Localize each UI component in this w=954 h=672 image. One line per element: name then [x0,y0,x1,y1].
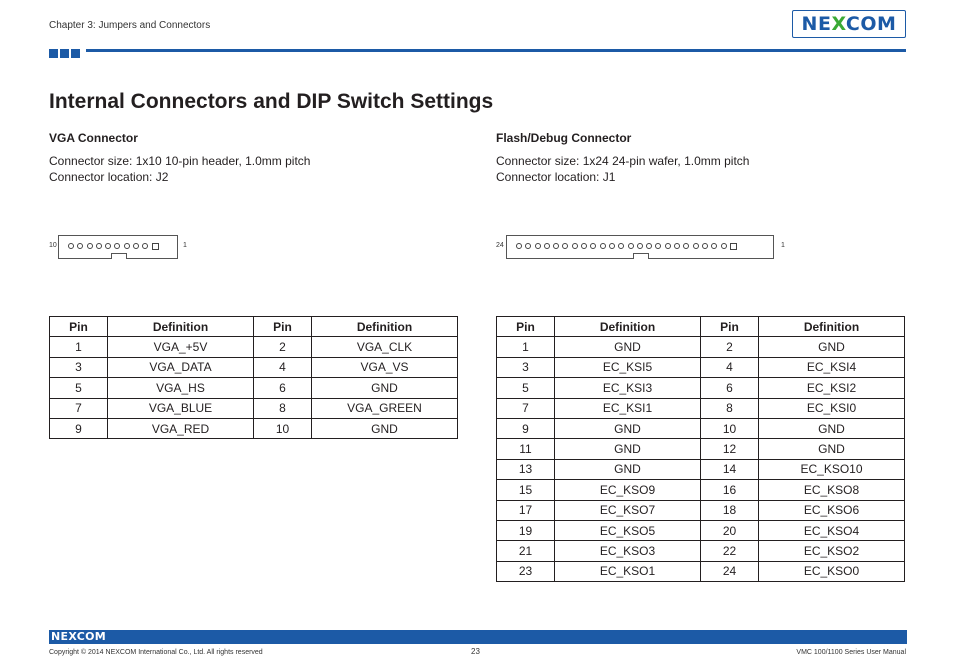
flash-section [496,131,916,185]
pin-marker [114,243,120,249]
flash-pin-row [516,243,737,250]
pin-marker [683,243,689,249]
pin-1-marker [730,243,737,250]
table-row [50,378,458,398]
pin-number-cell: 7 [50,398,108,418]
pin-marker [655,243,661,249]
vga-pin-row [68,243,159,250]
pin-number-cell: 8 [254,398,312,418]
pin-number-cell: 1 [497,337,555,357]
pin-marker [562,243,568,249]
pin-marker [590,243,596,249]
pin-number-cell: 17 [497,500,555,520]
pin-marker [581,243,587,249]
table-row [497,439,905,459]
flash-pin-table [496,316,905,582]
pin-number-cell: 16 [701,480,759,500]
pin-marker [600,243,606,249]
pin-marker [535,243,541,249]
pin-definition-cell: EC_KSI2 [759,378,905,398]
pin-number-cell: 3 [50,357,108,377]
pin-1-marker [152,243,159,250]
pin-marker [618,243,624,249]
pin-definition-cell: VGA_HS [108,378,254,398]
pin-definition-cell: EC_KSO6 [759,500,905,520]
flash-size: Connector size: 1x24 24-pin wafer, 1.0mm pitch [496,154,750,168]
pin-marker [544,243,550,249]
table-row [497,357,905,377]
pin-marker [133,243,139,249]
pin-number-cell: 14 [701,459,759,479]
pin-marker [693,243,699,249]
pin-number-cell: 20 [701,520,759,540]
vga-connector-notch [111,253,127,259]
pin-number-cell: 4 [254,357,312,377]
pin-marker [702,243,708,249]
table-row [497,418,905,438]
col-header-pin: Pin [701,317,759,337]
flash-location: Connector location: J1 [496,170,616,184]
pin-marker [721,243,727,249]
pin-marker [525,243,531,249]
copyright-text: Copyright © 2014 NEXCOM International Co., Ltd. All rights reserved [49,649,263,656]
pin-marker [674,243,680,249]
pin-number-cell: 18 [701,500,759,520]
table-row [497,398,905,418]
manual-title: VMC 100/1100 Series User Manual [796,649,906,656]
footer-logo: NEXCOM [51,630,106,643]
vga-connector-body [58,235,178,259]
table-row [497,500,905,520]
pin-marker [711,243,717,249]
pin-number-cell: 22 [701,541,759,561]
pin-definition-cell: GND [312,418,458,438]
pin-definition-cell: EC_KSO0 [759,561,905,581]
pin-definition-cell: VGA_BLUE [108,398,254,418]
pin-number-cell: 3 [497,357,555,377]
pin-definition-cell: GND [759,337,905,357]
pin-definition-cell: EC_KSO10 [759,459,905,479]
col-header-pin: Pin [497,317,555,337]
vga-pin-label-left: 10 [49,242,57,249]
flash-heading: Flash/Debug Connector [496,131,632,145]
vga-heading: VGA Connector [49,131,138,145]
pin-definition-cell: EC_KSO4 [759,520,905,540]
table-row [50,418,458,438]
col-header-pin: Pin [254,317,312,337]
pin-number-cell: 6 [254,378,312,398]
pin-marker [572,243,578,249]
pin-definition-cell: VGA_+5V [108,337,254,357]
pin-definition-cell: EC_KSO2 [759,541,905,561]
chapter-label: Chapter 3: Jumpers and Connectors [49,20,211,31]
pin-marker [124,243,130,249]
pin-number-cell: 10 [254,418,312,438]
table-row [497,378,905,398]
pin-number-cell: 5 [497,378,555,398]
pin-definition-cell: GND [759,439,905,459]
pin-number-cell: 8 [701,398,759,418]
table-row [50,337,458,357]
pin-number-cell: 9 [497,418,555,438]
pin-definition-cell: EC_KSO1 [555,561,701,581]
col-header-pin: Pin [50,317,108,337]
pin-number-cell: 15 [497,480,555,500]
vga-pin-label-right: 1 [183,242,187,249]
col-header-definition: Definition [555,317,701,337]
pin-number-cell: 7 [497,398,555,418]
col-header-definition: Definition [108,317,254,337]
pin-number-cell: 13 [497,459,555,479]
vga-connector-diagram [49,235,189,259]
pin-number-cell: 12 [701,439,759,459]
pin-definition-cell: EC_KSI0 [759,398,905,418]
pin-marker [637,243,643,249]
pin-definition-cell: VGA_DATA [108,357,254,377]
pin-number-cell: 2 [254,337,312,357]
pin-definition-cell: VGA_VS [312,357,458,377]
header-blocks [49,49,80,58]
pin-number-cell: 11 [497,439,555,459]
table-row [497,480,905,500]
pin-definition-cell: EC_KSI4 [759,357,905,377]
pin-definition-cell: GND [555,337,701,357]
pin-definition-cell: GND [759,418,905,438]
vga-section [49,131,469,185]
flash-connector-body [506,235,774,259]
pin-marker [609,243,615,249]
flash-connector-notch [633,253,649,259]
pin-definition-cell: EC_KSO7 [555,500,701,520]
pin-definition-cell: VGA_RED [108,418,254,438]
pin-marker [68,243,74,249]
pin-definition-cell: EC_KSO8 [759,480,905,500]
pin-definition-cell: VGA_CLK [312,337,458,357]
flash-connector-diagram [496,235,790,259]
col-header-definition: Definition [312,317,458,337]
pin-number-cell: 9 [50,418,108,438]
pin-definition-cell: GND [555,459,701,479]
flash-pin-label-left: 24 [496,242,504,249]
header-rule [86,49,906,52]
page-number: 23 [471,647,480,656]
table-row [497,459,905,479]
pin-number-cell: 21 [497,541,555,561]
table-row [50,398,458,418]
pin-definition-cell: EC_KSO9 [555,480,701,500]
pin-marker [553,243,559,249]
pin-number-cell: 6 [701,378,759,398]
pin-definition-cell: VGA_GREEN [312,398,458,418]
pin-marker [516,243,522,249]
pin-number-cell: 4 [701,357,759,377]
page-title: Internal Connectors and DIP Switch Settings [49,90,494,113]
pin-marker [87,243,93,249]
pin-marker [142,243,148,249]
vga-size: Connector size: 1x10 10-pin header, 1.0mm pitch [49,154,311,168]
pin-definition-cell: GND [555,439,701,459]
pin-definition-cell: EC_KSI5 [555,357,701,377]
pin-definition-cell: EC_KSO3 [555,541,701,561]
pin-definition-cell: EC_KSI3 [555,378,701,398]
pin-number-cell: 1 [50,337,108,357]
pin-number-cell: 23 [497,561,555,581]
table-row [497,561,905,581]
pin-marker [646,243,652,249]
table-header-row [50,317,458,337]
table-row [497,520,905,540]
pin-definition-cell: GND [555,418,701,438]
table-row [497,541,905,561]
flash-pin-label-right: 1 [781,242,785,249]
pin-definition-cell: GND [312,378,458,398]
pin-number-cell: 24 [701,561,759,581]
pin-marker [77,243,83,249]
table-row [50,357,458,377]
footer-bar [49,630,907,644]
pin-number-cell: 19 [497,520,555,540]
nexcom-logo: NEXCOM [792,10,906,38]
pin-definition-cell: EC_KSO5 [555,520,701,540]
pin-number-cell: 2 [701,337,759,357]
pin-marker [665,243,671,249]
vga-pin-table [49,316,458,439]
pin-marker [105,243,111,249]
table-row [497,337,905,357]
vga-location: Connector location: J2 [49,170,169,184]
table-header-row [497,317,905,337]
pin-marker [96,243,102,249]
pin-number-cell: 10 [701,418,759,438]
pin-number-cell: 5 [50,378,108,398]
pin-definition-cell: EC_KSI1 [555,398,701,418]
pin-marker [628,243,634,249]
col-header-definition: Definition [759,317,905,337]
